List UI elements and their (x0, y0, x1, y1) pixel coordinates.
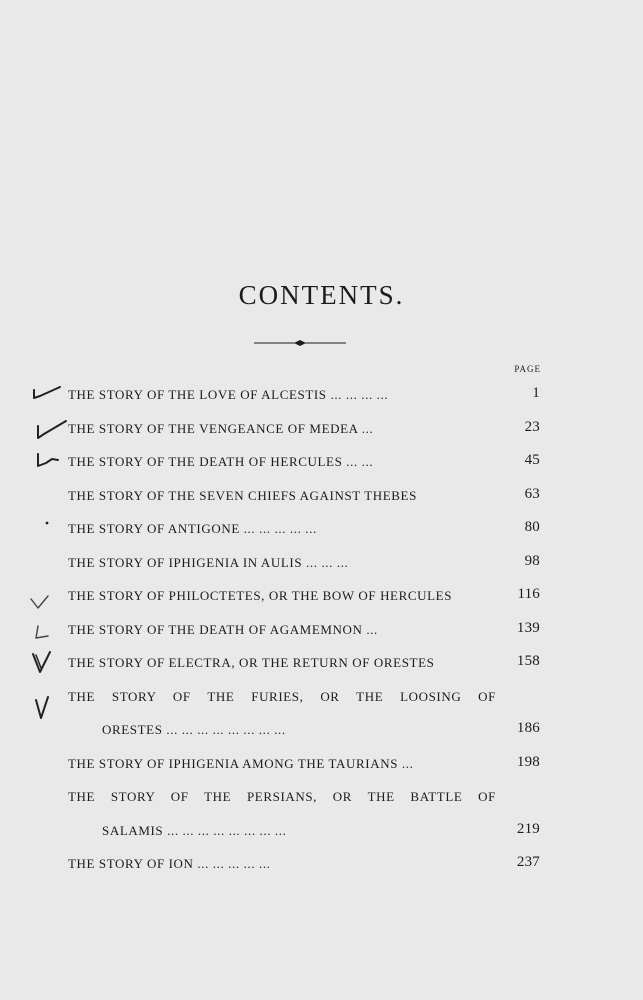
toc-entry-page: 98 (524, 553, 540, 569)
toc-entry-continuation (68, 823, 540, 845)
toc-entry-page: 116 (517, 586, 540, 602)
toc-entry (68, 521, 540, 543)
title-ornament (254, 338, 346, 348)
toc-entry-title: THE STORY OF IPHIGENIA AMONG THE TAURIANS ... (68, 756, 414, 771)
checkmark-icon (30, 384, 64, 402)
toc-entry-title: THE STORY OF PHILOCTETES, OR THE BOW OF HERCULES (68, 588, 453, 603)
toc-entry-page: 186 (516, 720, 540, 736)
toc-entry-page: 198 (516, 754, 540, 770)
tick-dot-icon (44, 520, 50, 526)
toc-entry-title: THE STORY OF THE DEATH OF AGAMEMNON ... (68, 622, 378, 637)
toc-entry-title: THE STORY OF ELECTRA, OR THE RETURN OF ORESTES (68, 655, 435, 670)
toc-entry-page: 158 (516, 653, 540, 669)
toc-entry-page: 219 (516, 821, 540, 837)
toc-entry (68, 856, 540, 878)
checkmark-icon (32, 694, 54, 722)
toc-entry-title: ORESTES ... ... ... ... ... ... ... ... (102, 722, 286, 737)
toc-entry-page: 1 (532, 385, 540, 401)
toc-entry-title: THE STORY OF THE LOVE OF ALCESTIS ... ... ... ... (68, 387, 389, 402)
toc-entry-page: 45 (524, 452, 540, 468)
toc-entry (68, 756, 540, 778)
toc-entry (68, 421, 540, 443)
toc-entry (68, 622, 540, 644)
toc-entry (68, 655, 540, 677)
toc-entry (68, 555, 540, 577)
toc-entry (68, 689, 540, 711)
toc-entry-continuation (68, 722, 540, 744)
toc-entry-title: THE STORY OF THE FURIES, OR THE LOOSING OF (68, 689, 496, 704)
toc-entry-title: THE STORY OF THE PERSIANS, OR THE BATTLE OF (68, 789, 496, 804)
checkmark-icon (28, 594, 52, 612)
toc-entry-title: THE STORY OF ION ... ... ... ... ... (68, 856, 271, 871)
toc-entry-page: 237 (516, 854, 540, 870)
toc-entry-page: 63 (524, 486, 540, 502)
checkmark-icon (30, 650, 54, 676)
toc-entry (68, 454, 540, 476)
toc-entry (68, 387, 540, 409)
checkmark-icon (32, 450, 66, 470)
toc-entry-title: SALAMIS ... ... ... ... ... ... ... ... (102, 823, 287, 838)
toc-entry-page: 23 (524, 419, 540, 435)
toc-entry-title: THE STORY OF THE VENGEANCE OF MEDEA ... (68, 421, 374, 436)
toc-entry (68, 488, 540, 510)
checkmark-icon (30, 622, 52, 642)
toc-entry-page: 80 (524, 519, 540, 535)
checkmark-icon (32, 418, 68, 440)
toc-entry-title: THE STORY OF IPHIGENIA IN AULIS ... ... ... (68, 555, 349, 570)
toc-entry (68, 588, 540, 610)
toc-entry (68, 789, 540, 811)
toc-entry-title: THE STORY OF ANTIGONE ... ... ... ... ... (68, 521, 317, 536)
toc-entry-title: THE STORY OF THE DEATH OF HERCULES ... ... (68, 454, 374, 469)
toc-entry-title: THE STORY OF THE SEVEN CHIEFS AGAINST THEBES (68, 488, 417, 503)
toc-entry-page: 139 (516, 620, 540, 636)
page-title: CONTENTS. (238, 280, 405, 310)
page-column-heading: PAGE (514, 364, 541, 374)
